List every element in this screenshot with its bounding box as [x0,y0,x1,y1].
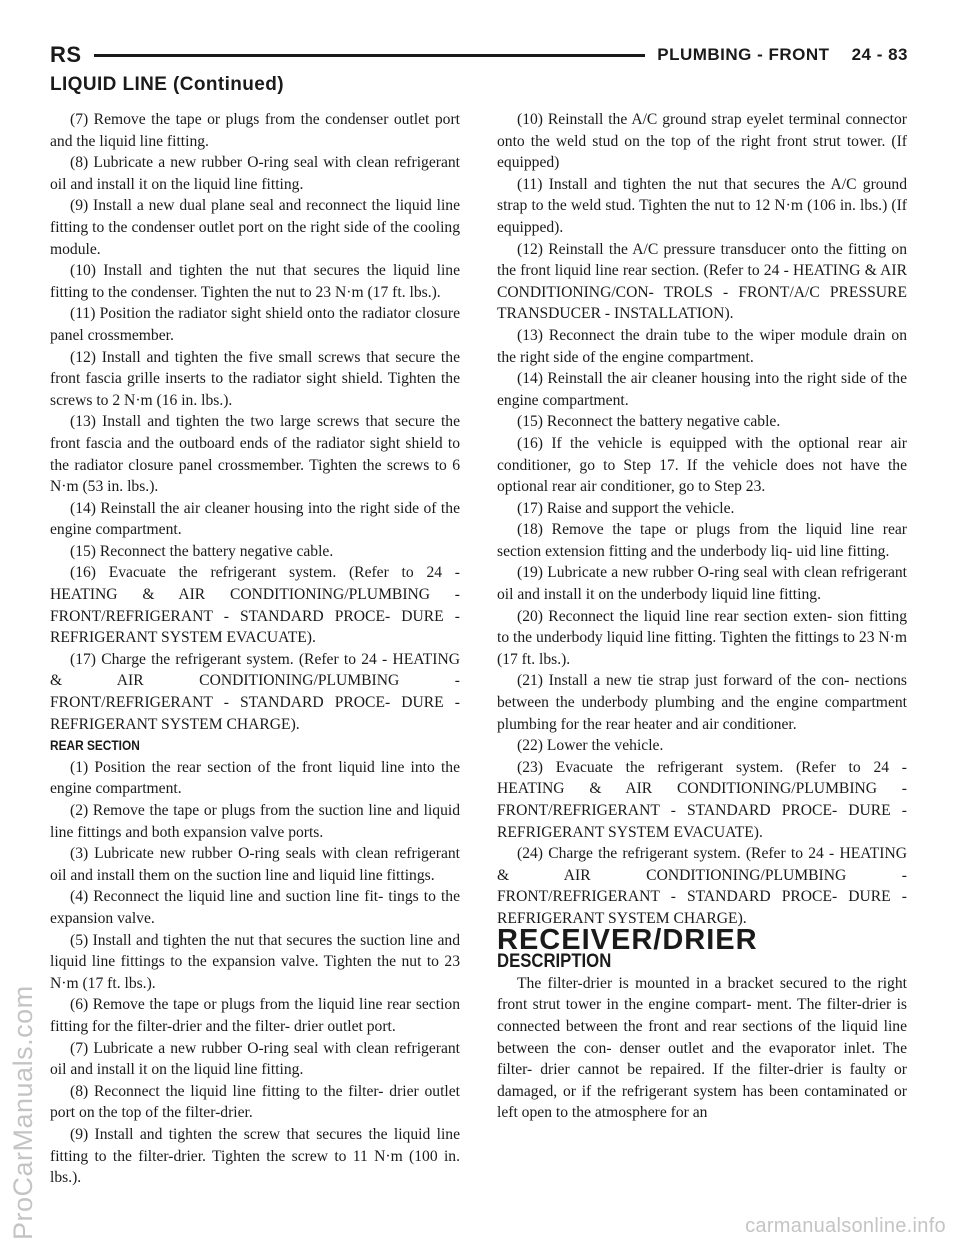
rear-section-steps [50,757,460,1189]
description-paragraph: The filter-drier is mounted in a bracket secured to the right front strut tower in the engine compart- ment. The filter-drier is connected between the front and rear sections of the liquid line between the con- denser outlet and the evaporator inlet. The filter- drier cannot be repaired. If the filter-drier is faulty or damaged, or if the refrigerant system has been contaminated or left open to the atmosphere for an [497,974,907,1122]
left-column [50,109,460,1189]
procedure-step: (23) Evacuate the refrigerant system. (Refer to 24 - HEATING & AIR CONDITIONING/PLUMBING - FRONT/REFRIGERANT - STANDARD PROCE- DURE - REFRIGERANT SYSTEM EVACUATE). [497,758,907,841]
header-page-number: 24 - 83 [851,45,908,64]
procedure-step: (24) Charge the refrigerant system. (Refer to 24 - HEATING & AIR CONDITIONING/PLUMBING - FRONT/REFRIGERANT - STANDARD PROCE- DURE - REFRIGERANT SYSTEM CHARGE). [497,845,907,927]
header-rule [94,54,646,57]
procedure-step: (13) Install and tighten the two large screws that secure the front fascia and the outboard ends of the radiator sight shield to the radiator closure panel crossmember. Tighten the screws to 6 N·m (53 in. lbs.). [50,413,460,496]
right-column [497,109,907,1124]
procedure-step: (1) Position the rear section of the front liquid line into the engine compartment. [50,758,460,798]
procedure-step: (20) Reconnect the liquid line rear section exten- sion fitting to the underbody liquid line fitting. Tighten the fittings to 23 N·m (17 ft. lbs.). [497,607,907,668]
procedure-step: (18) Remove the tape or plugs from the liquid line rear section extension fitting and the underbody liq- uid line fitting. [497,521,907,560]
receiver-drier-title: RECEIVER/DRIER [497,923,758,956]
page-header [50,40,908,70]
procedure-step: (8) Lubricate a new rubber O-ring seal with clean refrigerant oil and install it on the liquid line fitting. [50,154,460,193]
side-watermark: ProCarManuals.com [8,985,38,1240]
procedure-step: (5) Install and tighten the nut that secures the suction line and liquid line fittings to the expansion valve. Tighten the nut to 23 N·m (17 ft. lbs.). [50,931,460,992]
procedure-step: (2) Remove the tape or plugs from the suction line and liquid line fittings and both expansion valve ports. [50,802,460,841]
procedure-step: (10) Reinstall the A/C ground strap eyelet terminal connector onto the weld stud on the top of the right front strut tower. (If equipped) [497,111,907,172]
procedure-step: (21) Install a new tie strap just forward of the con- nections between the underbody plumbing and the engine compartment plumbing for the rear heater and air conditioner. [497,672,907,733]
bottom-watermark: carmanualsonline.info [745,1215,946,1237]
procedure-step: (19) Lubricate a new rubber O-ring seal with clean refrigerant oil and install it on the underbody liquid line fitting. [497,564,907,604]
procedure-step: (12) Reinstall the A/C pressure transducer onto the fitting on the front liquid line rear section. (Refer to 24 - HEATING & AIR CONDITIONING/CON- TROLS - FRONT/A/C PRESSURE TRANSDUCER - INSTALLATION). [497,240,907,323]
procedure-step: (15) Reconnect the battery negative cable. [70,542,334,560]
procedure-step: (12) Install and tighten the five small screws that secure the front fascia grille inserts to the radiator sight shield. Tighten the screws to 2 N·m (16 in. lbs.). [50,348,460,409]
procedure-step: (17) Charge the refrigerant system. (Refer to 24 - HEATING & AIR CONDITIONING/PLUMBING - FRONT/REFRIGERANT - STANDARD PROCE- DURE - REFRIGERANT SYSTEM CHARGE). [50,650,460,733]
left-top-steps [50,109,460,735]
procedure-step: (8) Reconnect the liquid line fitting to the filter- drier outlet port on the top of the filter-drier. [50,1082,460,1122]
header-section-code: RS [50,42,82,67]
procedure-step: (11) Position the radiator sight shield onto the radiator closure panel crossmember. [50,305,460,344]
procedure-step: (17) Raise and support the vehicle. [517,499,735,517]
procedure-step: (15) Reconnect the battery negative cable. [517,413,781,431]
description-title: DESCRIPTION [497,951,612,973]
procedure-step: (6) Remove the tape or plugs from the liquid line rear section fitting for the filter-drier and the filter- drier outlet port. [50,996,460,1035]
procedure-step: (11) Install and tighten the nut that secures the A/C ground strap to the weld stud. Tighten the nut to 12 N·m (106 in. lbs.) (If equipped). [497,175,907,236]
procedure-step: (3) Lubricate new rubber O-ring seals with clean refrigerant oil and install them on the suction line and liquid line fittings. [50,845,460,884]
procedure-step: (14) Reinstall the air cleaner housing into the right side of the engine compartment. [497,370,907,409]
procedure-step: (16) Evacuate the refrigerant system. (Refer to 24 - HEATING & AIR CONDITIONING/PLUMBING - FRONT/REFRIGERANT - STANDARD PROCE- DURE - REFRIGERANT SYSTEM EVACUATE). [50,564,460,647]
procedure-step: (14) Reinstall the air cleaner housing into the right side of the engine compartment. [50,499,460,539]
continued-section-title: LIQUID LINE (Continued) [50,74,284,95]
procedure-step: (16) If the vehicle is equipped with the optional rear air conditioner, go to Step 17. If the vehicle does not have the optional rear air conditioner, go to Step 23. [497,434,907,496]
procedure-step: (7) Lubricate a new rubber O-ring seal with clean refrigerant oil and install it on the liquid line fitting. [50,1039,460,1079]
procedure-step: (4) Reconnect the liquid line and suction line fit- tings to the expansion valve. [50,888,460,927]
header-chapter-title: PLUMBING - FRONT [657,45,830,64]
procedure-step: (9) Install and tighten the screw that secures the liquid line fitting to the filter-drier. Tighten the screw to 11 N·m (100 in. lbs.). [50,1125,460,1187]
procedure-step: (22) Lower the vehicle. [517,737,664,755]
procedure-step: (9) Install a new dual plane seal and reconnect the liquid line fitting to the condenser outlet port on the right side of the cooling module. [50,197,460,258]
right-steps [497,109,907,930]
procedure-step: (13) Reconnect the drain tube to the wiper module drain on the right side of the engine compartment. [497,326,907,366]
procedure-step: (7) Remove the tape or plugs from the condenser outlet port and the liquid line fitting. [50,111,460,150]
rear-section-label: REAR SECTION [50,738,140,754]
procedure-step: (10) Install and tighten the nut that secures the liquid line fitting to the condenser. Tighten the nut to 23 N·m (17 ft. lbs.). [50,262,460,301]
